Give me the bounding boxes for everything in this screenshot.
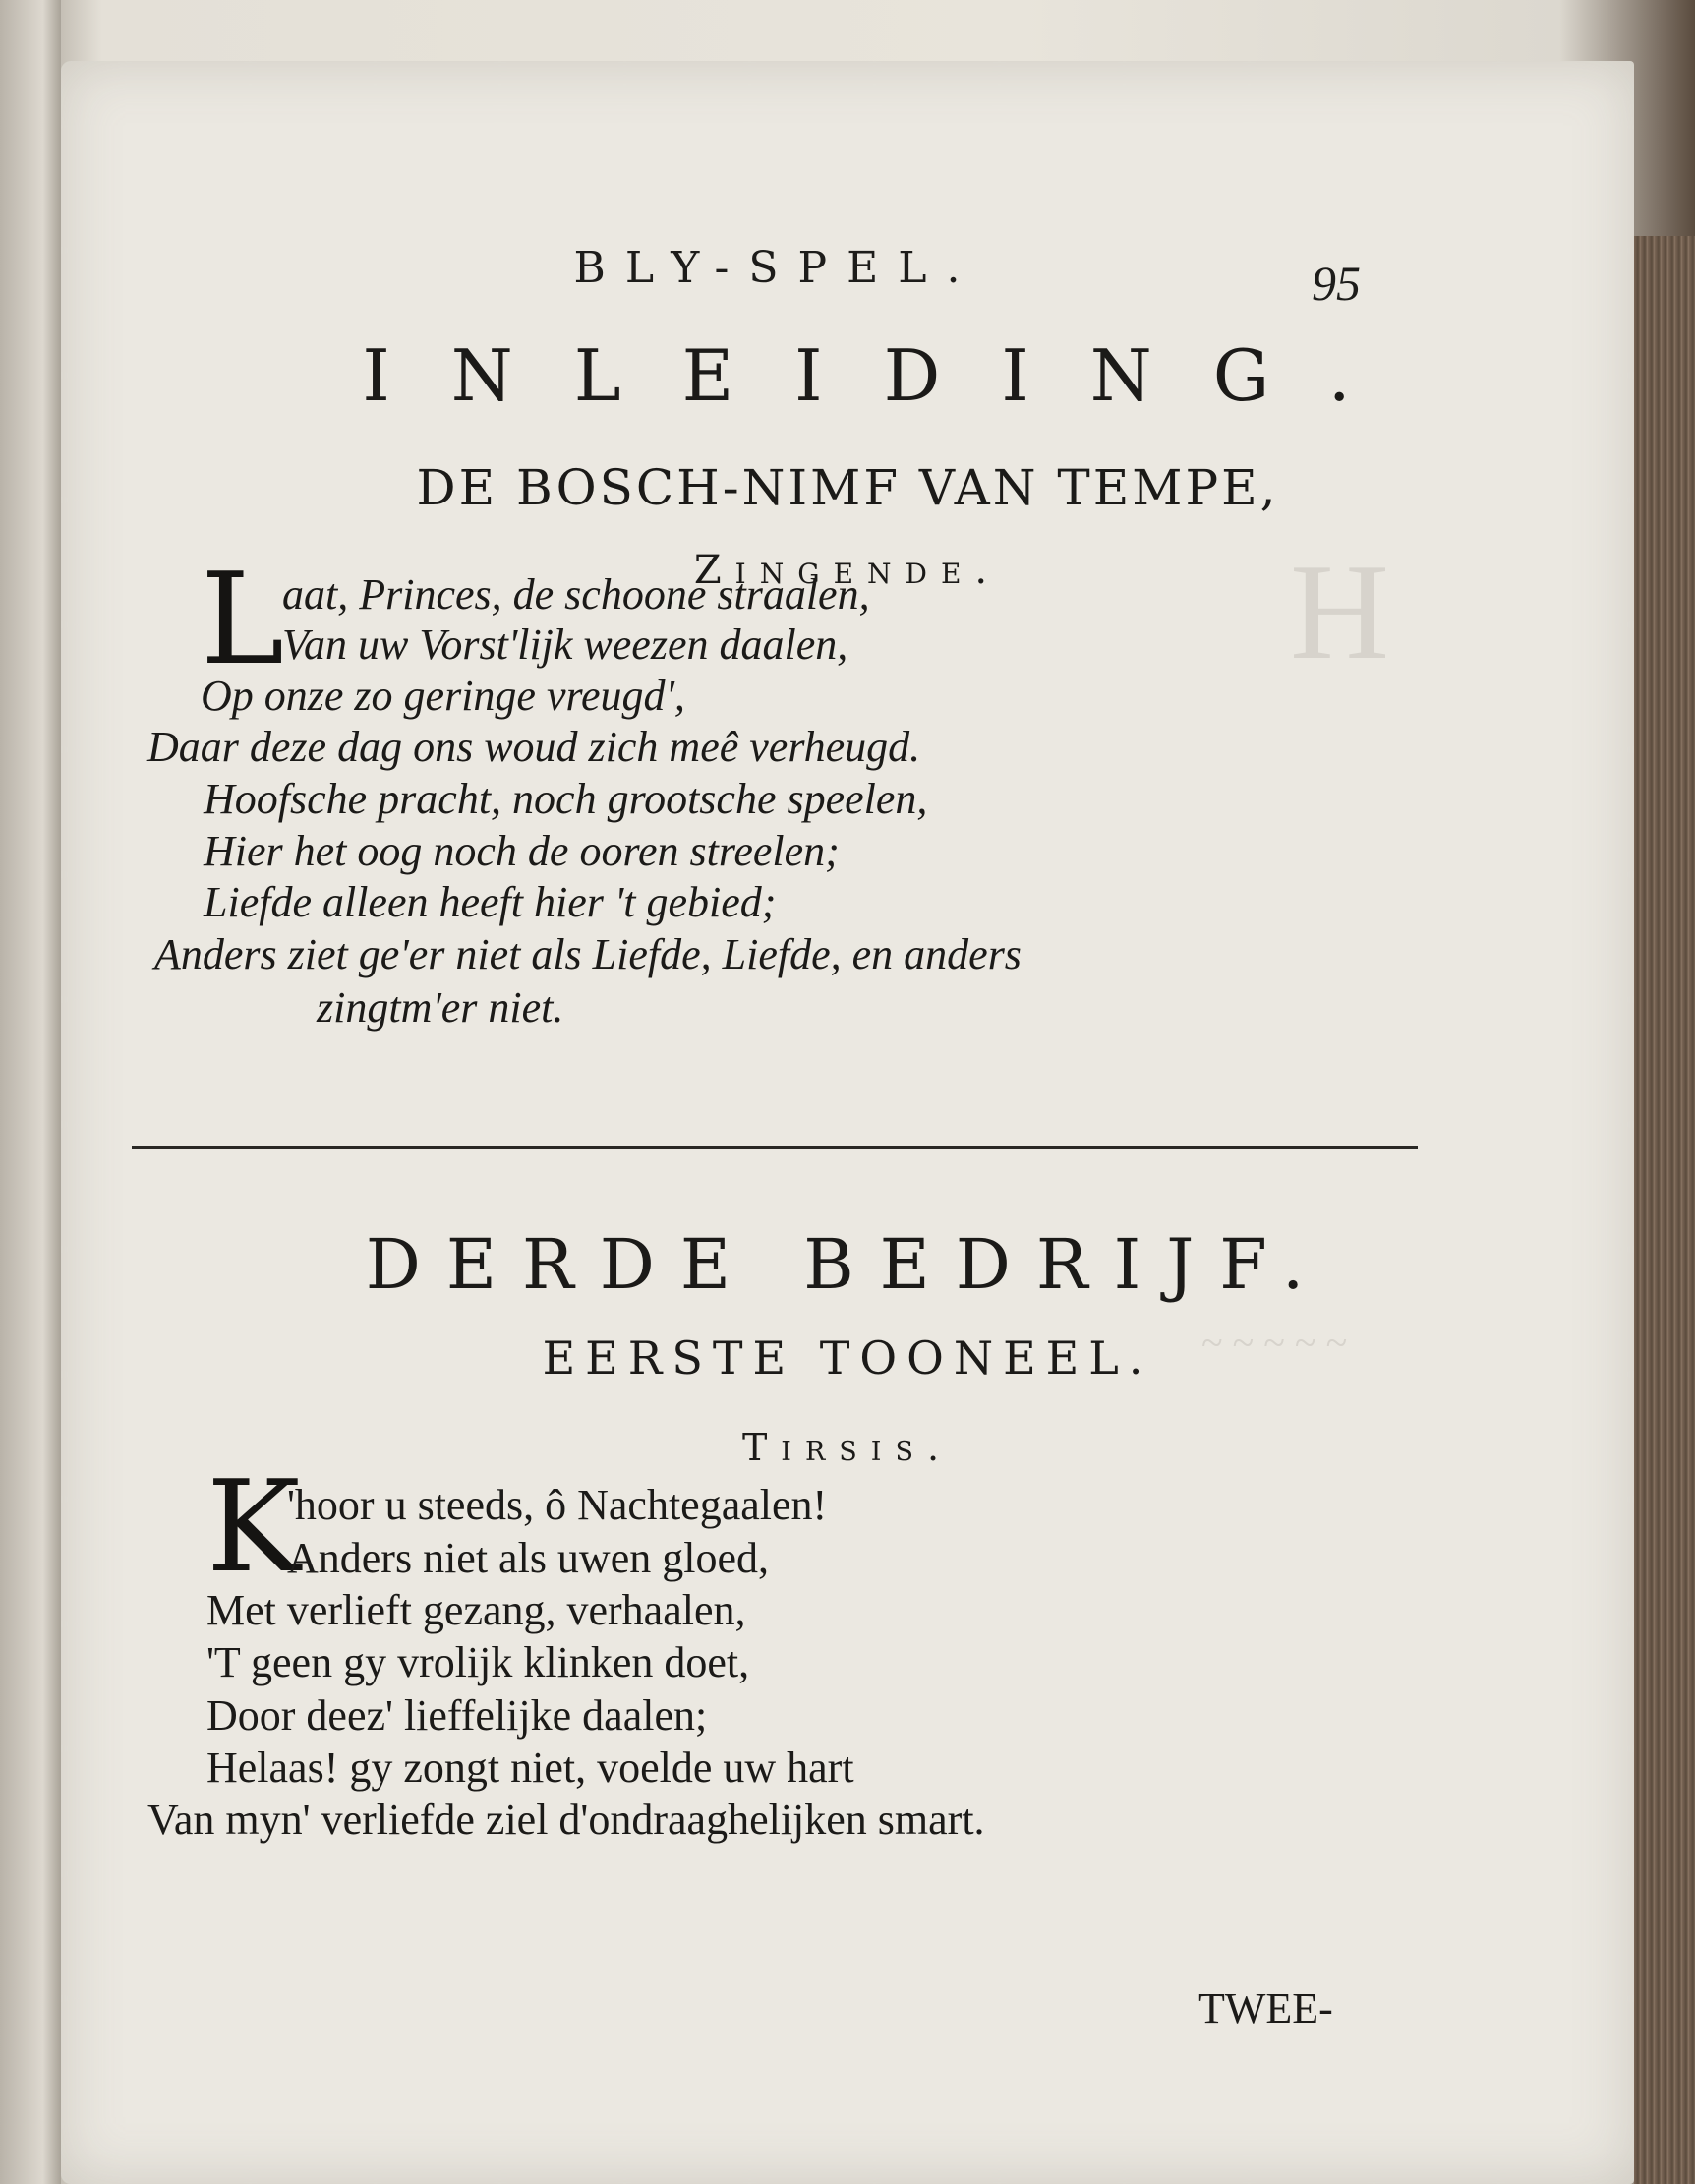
- section-title: INLEIDING.: [362, 334, 1412, 417]
- speaker-name: Tirsis.: [741, 1426, 954, 1469]
- stage-direction: Zingende.: [693, 548, 1002, 593]
- verse-line: Liefde alleen heeft hier 't gebied;: [204, 878, 777, 926]
- verse-line: zingtm'er niet.: [317, 983, 564, 1032]
- verse-line: Door deez' lieffelijke daalen;: [206, 1691, 708, 1740]
- verse-line: Hier het oog noch de ooren streelen;: [204, 827, 840, 875]
- catchword: TWEE-: [1198, 1984, 1333, 2033]
- verse-line: 'T geen gy vrolijk klinken doet,: [206, 1638, 750, 1686]
- running-title: BLY-SPEL.: [573, 243, 980, 293]
- page-number: 95: [1312, 256, 1361, 311]
- facing-page-edge: [0, 0, 61, 2184]
- verse-line: Anders ziet ge'er niet als Liefde, Liefde, en anders: [154, 930, 1022, 978]
- verse-line: aat, Princes, de schoone straalen,: [282, 570, 870, 619]
- verse-line: Van uw Vorst'lijk weezen daalen,: [282, 620, 848, 669]
- verse-line: Van myn' verliefde ziel d'ondraaghelijken smart.: [147, 1796, 985, 1844]
- bleed-through-text: H: [1290, 536, 1390, 688]
- page-header: [61, 223, 1634, 311]
- book-page: [61, 61, 1634, 2184]
- verse-line: Met verlieft gezang, verhaalen,: [206, 1586, 746, 1634]
- verse-line: Hoofsche pracht, noch grootsche speelen,: [204, 775, 928, 823]
- scene-title: EERSTE TOONEEL.: [542, 1331, 1153, 1385]
- verse-line: Daar deze dag ons woud zich meê verheugd.: [147, 723, 921, 771]
- bleed-through-text: ~ ~ ~ ~ ~: [1201, 1321, 1348, 1365]
- verse-line: Anders niet als uwen gloed,: [287, 1534, 769, 1582]
- verse-line: 'hoor u steeds, ô Nachtegaalen!: [287, 1481, 828, 1529]
- verse-line: Helaas! gy zongt niet, voelde uw hart: [206, 1743, 854, 1792]
- drop-cap: L: [201, 547, 284, 693]
- act-title: DERDE BEDRIJF.: [365, 1224, 1330, 1305]
- character-heading: DE BOSCH-NIMF VAN TEMPE,: [416, 459, 1279, 516]
- drop-cap: K: [206, 1454, 301, 1601]
- verse-line: Op onze zo geringe vreugd',: [201, 672, 685, 720]
- section-divider: [132, 1146, 1418, 1149]
- book-page-edges: [1634, 236, 1695, 2184]
